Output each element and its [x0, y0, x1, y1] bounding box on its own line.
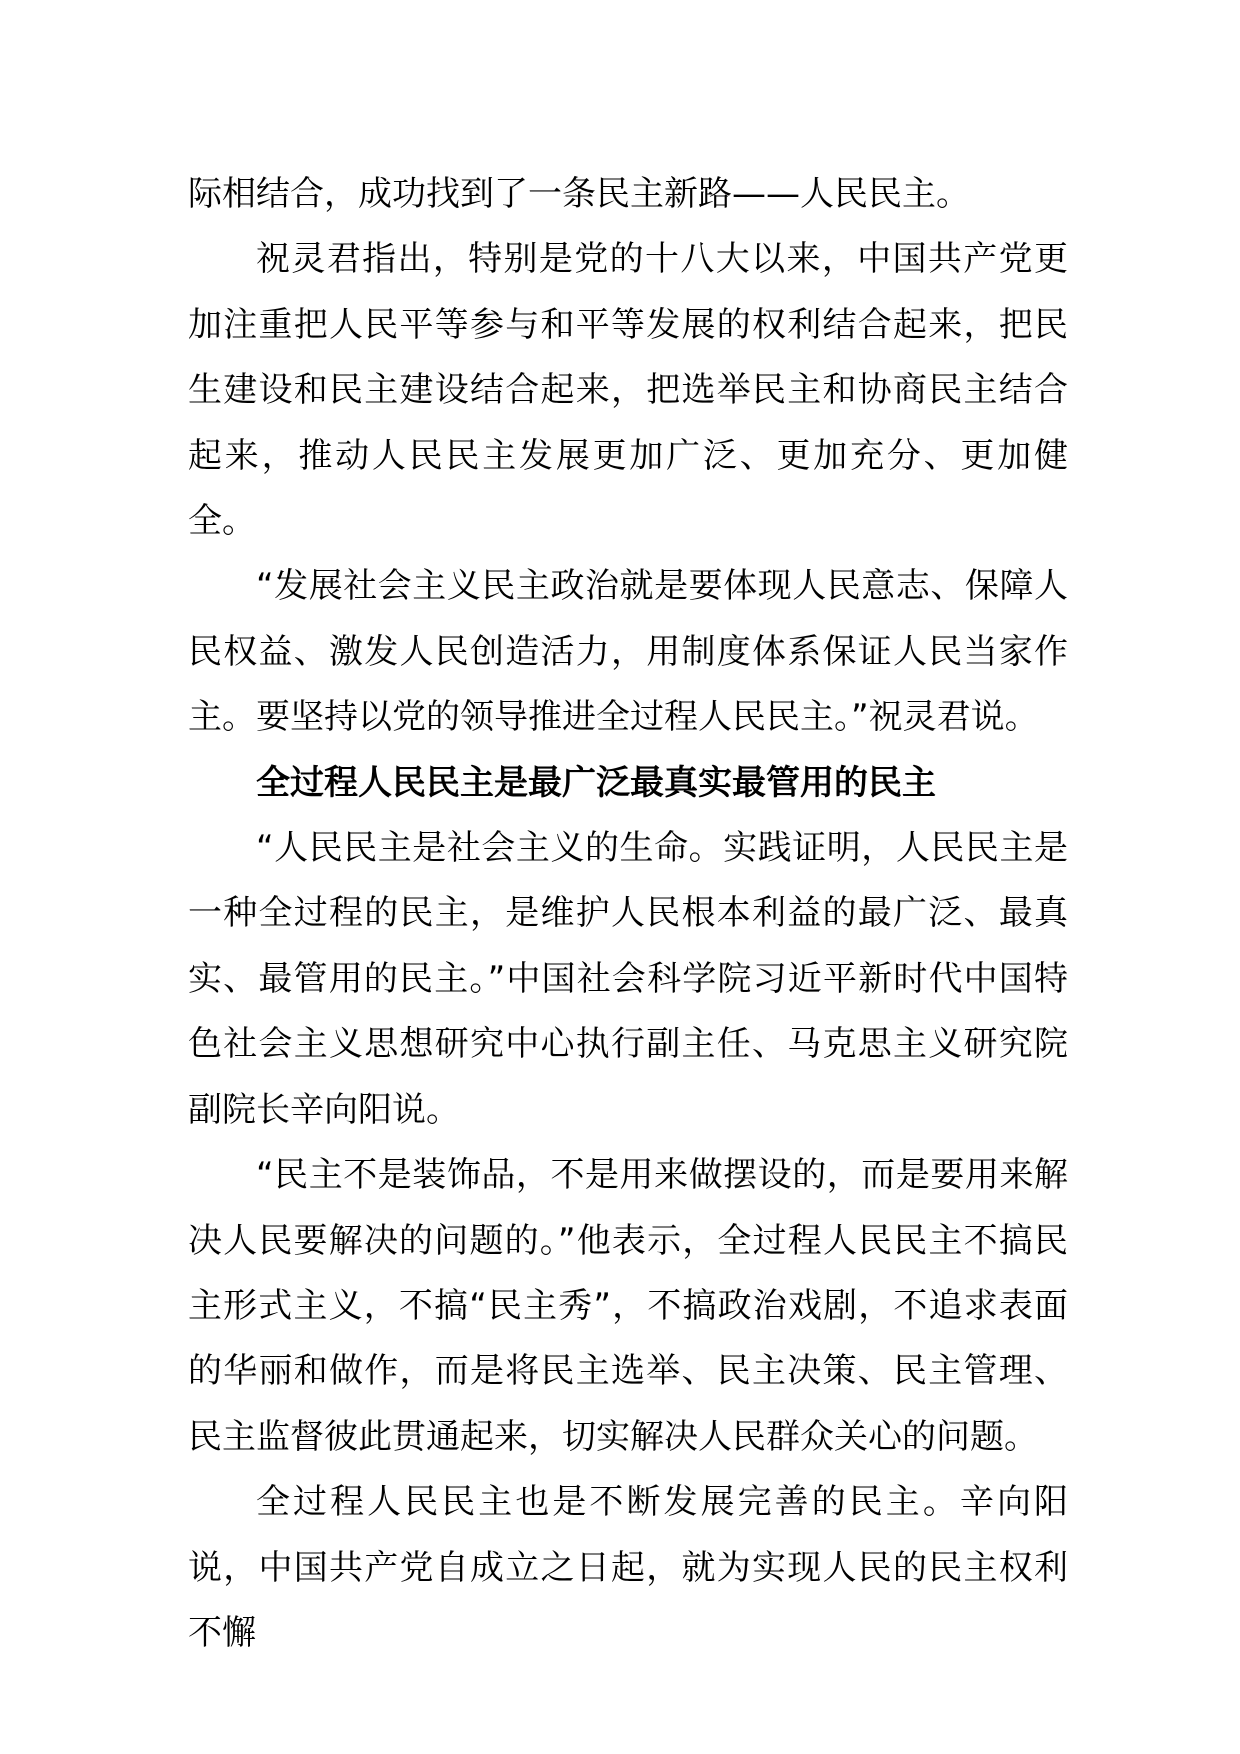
- paragraph: “人民民主是社会主义的生命。实践证明，人民民主是一种全过程的民主，是维护人民根本利益的最广泛、最真实、最管用的民主。”中国社会科学院习近平新时代中国特色社会主义思想研究中心执行副主任、马克思主义研究院副院长辛向阳说。: [188, 828, 1068, 1130]
- paragraph: 全过程人民民主也是不断发展完善的民主。辛向阳说，中国共产党自成立之日起，就为实现人民的民主权利不懈: [188, 1482, 1068, 1653]
- section-heading: 全过程人民民主是最广泛最真实最管用的民主: [256, 762, 936, 803]
- document-body: [188, 162, 1068, 1666]
- paragraph: 祝灵君指出，特别是党的十八大以来，中国共产党更加注重把人民平等参与和平等发展的权利结合起来，把民生建设和民主建设结合起来，把选举民主和协商民主结合起来，推动人民民主发展更加广泛、更加充分、更加健全。: [188, 239, 1068, 542]
- paragraph: “发展社会主义民主政治就是要体现人民意志、保障人民权益、激发人民创造活力，用制度体系保证人民当家作主。要坚持以党的领导推进全过程人民民主。”祝灵君说。: [188, 566, 1068, 738]
- paragraph-continued: 际相结合，成功找到了一条民主新路——人民民主。: [188, 174, 970, 214]
- paragraph: “民主不是装饰品，不是用来做摆设的，而是要用来解决人民要解决的问题的。”他表示，全过程人民民主不搞民主形式主义，不搞“民主秀”，不搞政治戏剧，不追求表面的华丽和做作，而是将民主选举、民主决策、民主管理、民主监督彼此贯通起来，切实解决人民群众关心的问题。: [188, 1155, 1068, 1457]
